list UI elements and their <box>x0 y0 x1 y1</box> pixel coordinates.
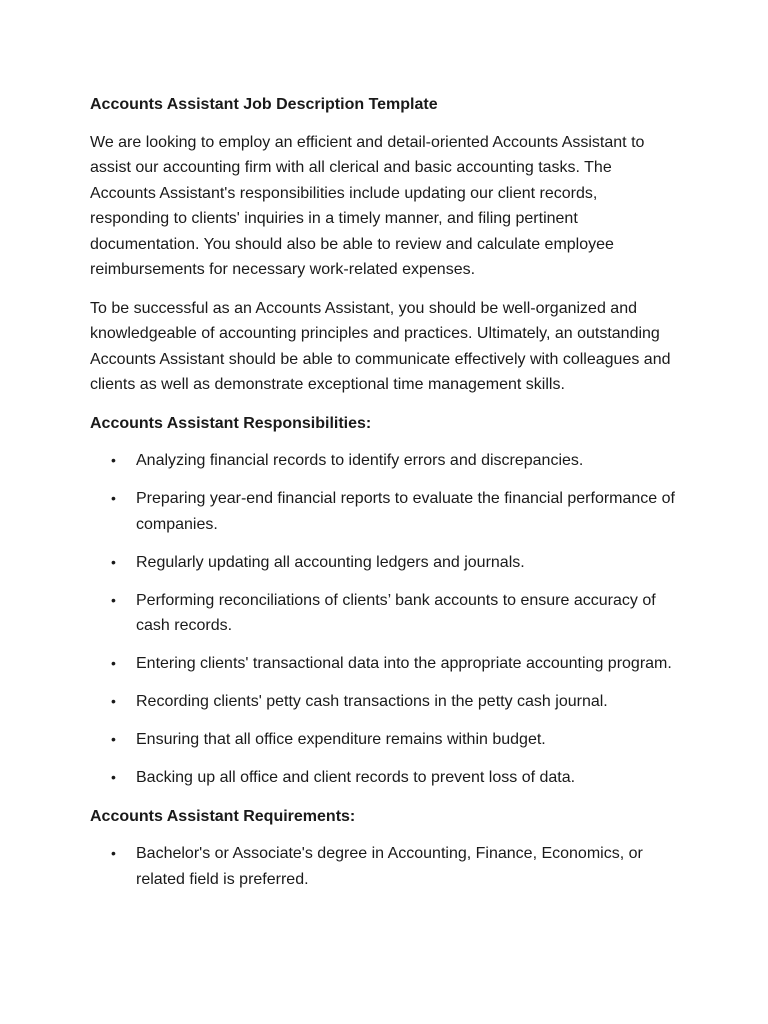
list-item-text: Performing reconciliations of clients’ bank accounts to ensure accuracy of cash records. <box>136 591 656 634</box>
responsibilities-heading: Accounts Assistant Responsibilities: <box>90 414 372 432</box>
responsibilities-list <box>90 448 678 791</box>
list-item-text: Regularly updating all accounting ledgers and journals. <box>136 553 525 571</box>
bullet-icon: • <box>111 591 116 608</box>
bullet-icon: • <box>111 693 116 709</box>
list-item-text: Analyzing financial records to identify errors and discrepancies. <box>136 452 584 469</box>
list-item-text: Bachelor's or Associate's degree in Accounting, Finance, Economics, or related field is preferred. <box>136 845 643 888</box>
list-item <box>90 689 678 715</box>
list-item-text: Ensuring that all office expenditure remains within budget. <box>136 731 546 748</box>
list-item-text: Entering clients' transactional data into the appropriate accounting program. <box>136 655 672 672</box>
list-item <box>90 448 678 474</box>
bullet-icon: • <box>111 845 116 861</box>
list-item <box>90 765 678 791</box>
list-item <box>90 550 678 576</box>
requirements-heading: Accounts Assistant Requirements: <box>90 807 356 825</box>
bullet-icon: • <box>111 769 116 785</box>
list-item <box>90 727 678 753</box>
bullet-icon: • <box>111 731 116 747</box>
intro-paragraph: To be successful as an Accounts Assistant, you should be well-organized and knowledgeable of accounting principles and practices. Ultimately, an outstanding Accounts Assistant should be able to communicate effectively with colleagues and clients as well as demonstrate exceptional time management skills. <box>90 299 671 393</box>
bullet-icon: • <box>111 655 116 671</box>
list-item <box>90 651 678 677</box>
list-item-text: Backing up all office and client records to prevent loss of data. <box>136 769 576 786</box>
intro-paragraph: We are looking to employ an efficient and detail-oriented Accounts Assistant to assist our accounting firm with all clerical and basic accounting tasks. The Accounts Assistant's responsibilities include updating our client records, responding to clients' inquiries in a timely manner, and filing pertinent documentation. You should also be able to review and calculate employee reimbursements for necessary work-related expenses. <box>90 133 645 278</box>
list-item <box>90 588 678 639</box>
list-item-text: Recording clients' petty cash transactions in the petty cash journal. <box>136 693 608 710</box>
list-item <box>90 486 678 537</box>
document-title: Accounts Assistant Job Description Template <box>90 96 438 113</box>
list-item-text: Preparing year-end financial reports to evaluate the financial performance of companies. <box>136 490 675 533</box>
bullet-icon: • <box>111 490 116 506</box>
requirements-list <box>90 841 678 892</box>
list-item <box>90 841 678 892</box>
bullet-icon: • <box>111 452 116 468</box>
bullet-icon: • <box>111 553 116 570</box>
